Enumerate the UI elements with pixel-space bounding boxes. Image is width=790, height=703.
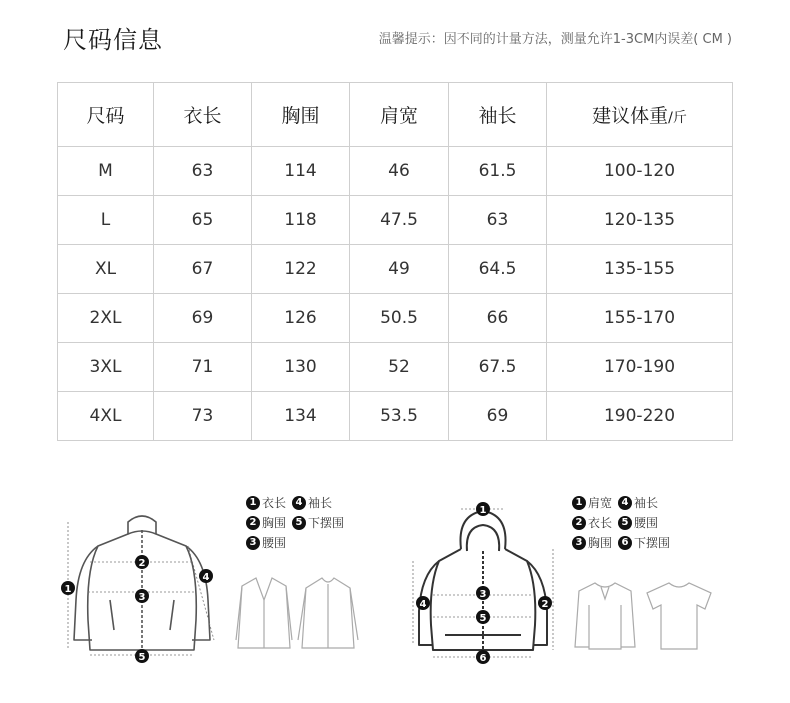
marker-1 xyxy=(476,502,490,516)
marker-2 xyxy=(135,555,149,569)
header-chest: 胸围 xyxy=(252,83,350,147)
hoodie-legend xyxy=(572,493,676,553)
cell-size: 3XL xyxy=(58,343,154,392)
svg-text:3: 3 xyxy=(479,589,487,600)
sweater-and-tshirt-icons xyxy=(565,575,725,655)
marker-4 xyxy=(199,569,213,583)
legend-item: 4 袖长 xyxy=(618,493,658,513)
svg-text:3: 3 xyxy=(138,592,146,603)
cell-length: 67 xyxy=(154,245,252,294)
cell-length: 63 xyxy=(154,147,252,196)
legend-item: 6 下摆围 xyxy=(618,533,670,553)
cell-length: 71 xyxy=(154,343,252,392)
hoodie-measurement-diagram xyxy=(405,495,565,670)
header-weight xyxy=(547,83,733,147)
cell-size: M xyxy=(58,147,154,196)
legend-item: 3 腰围 xyxy=(246,533,286,553)
legend-item: 5 下摆围 xyxy=(292,513,344,533)
marker-3 xyxy=(476,586,490,600)
cell-shoulder: 47.5 xyxy=(350,196,449,245)
measurement-note: 温馨提示：因不同的计量方法，测量允许1-3CM内误差( CM ) xyxy=(378,32,732,47)
cell-weight: 135-155 xyxy=(547,245,733,294)
marker-5 xyxy=(135,649,149,663)
table-row xyxy=(58,294,733,343)
cell-weight: 170-190 xyxy=(547,343,733,392)
cell-length: 73 xyxy=(154,392,252,441)
svg-text:1: 1 xyxy=(479,505,487,516)
header-size: 尺码 xyxy=(58,83,154,147)
cell-sleeve: 63 xyxy=(449,196,547,245)
header-shoulder: 肩宽 xyxy=(350,83,449,147)
table-row xyxy=(58,147,733,196)
svg-text:5: 5 xyxy=(479,613,487,624)
svg-text:4: 4 xyxy=(202,572,210,583)
cell-weight: 120-135 xyxy=(547,196,733,245)
legend-item: 1 衣长 xyxy=(246,493,286,513)
legend-item: 2 胸围 xyxy=(246,513,286,533)
table-row xyxy=(58,343,733,392)
cell-shoulder: 50.5 xyxy=(350,294,449,343)
cell-sleeve: 61.5 xyxy=(449,147,547,196)
legend-item: 4 袖长 xyxy=(292,493,332,513)
svg-text:6: 6 xyxy=(479,653,487,664)
cell-sleeve: 67.5 xyxy=(449,343,547,392)
svg-text:2: 2 xyxy=(541,599,549,610)
jacket-measurement-diagram xyxy=(58,500,228,670)
cell-length: 69 xyxy=(154,294,252,343)
legend-item: 1 肩宽 xyxy=(572,493,612,513)
table-row xyxy=(58,196,733,245)
svg-text:2: 2 xyxy=(138,558,146,569)
cell-sleeve: 64.5 xyxy=(449,245,547,294)
cell-chest: 122 xyxy=(252,245,350,294)
marker-2 xyxy=(538,596,552,610)
cell-chest: 134 xyxy=(252,392,350,441)
cell-shoulder: 46 xyxy=(350,147,449,196)
table-row xyxy=(58,392,733,441)
cell-size: XL xyxy=(58,245,154,294)
marker-4 xyxy=(416,596,430,610)
header-weight-label: 建议体重 xyxy=(592,105,669,127)
legend-item: 3 胸围 xyxy=(572,533,612,553)
cell-size: 2XL xyxy=(58,294,154,343)
legend-item: 5 腰围 xyxy=(618,513,658,533)
size-table xyxy=(57,82,733,441)
header-sleeve: 袖长 xyxy=(449,83,547,147)
svg-text:4: 4 xyxy=(419,599,427,610)
cell-size: L xyxy=(58,196,154,245)
cell-chest: 130 xyxy=(252,343,350,392)
cell-weight: 155-170 xyxy=(547,294,733,343)
marker-5 xyxy=(476,610,490,624)
legend-item: 2 衣长 xyxy=(572,513,612,533)
cell-shoulder: 52 xyxy=(350,343,449,392)
cell-size: 4XL xyxy=(58,392,154,441)
cell-length: 65 xyxy=(154,196,252,245)
cell-chest: 114 xyxy=(252,147,350,196)
svg-text:5: 5 xyxy=(138,652,146,663)
cell-chest: 118 xyxy=(252,196,350,245)
marker-1 xyxy=(61,581,75,595)
cell-chest: 126 xyxy=(252,294,350,343)
svg-text:1: 1 xyxy=(64,584,72,595)
page-title: 尺码信息 xyxy=(63,26,163,54)
header-length: 衣长 xyxy=(154,83,252,147)
cell-weight: 100-120 xyxy=(547,147,733,196)
header-weight-unit: /斤 xyxy=(668,110,687,126)
table-row xyxy=(58,245,733,294)
jacket-legend xyxy=(246,493,350,553)
table-header-row xyxy=(58,83,733,147)
cell-shoulder: 53.5 xyxy=(350,392,449,441)
marker-6 xyxy=(476,650,490,664)
cell-shoulder: 49 xyxy=(350,245,449,294)
cell-sleeve: 66 xyxy=(449,294,547,343)
suit-and-shirt-icons xyxy=(234,570,364,656)
marker-3 xyxy=(135,589,149,603)
cell-sleeve: 69 xyxy=(449,392,547,441)
cell-weight: 190-220 xyxy=(547,392,733,441)
